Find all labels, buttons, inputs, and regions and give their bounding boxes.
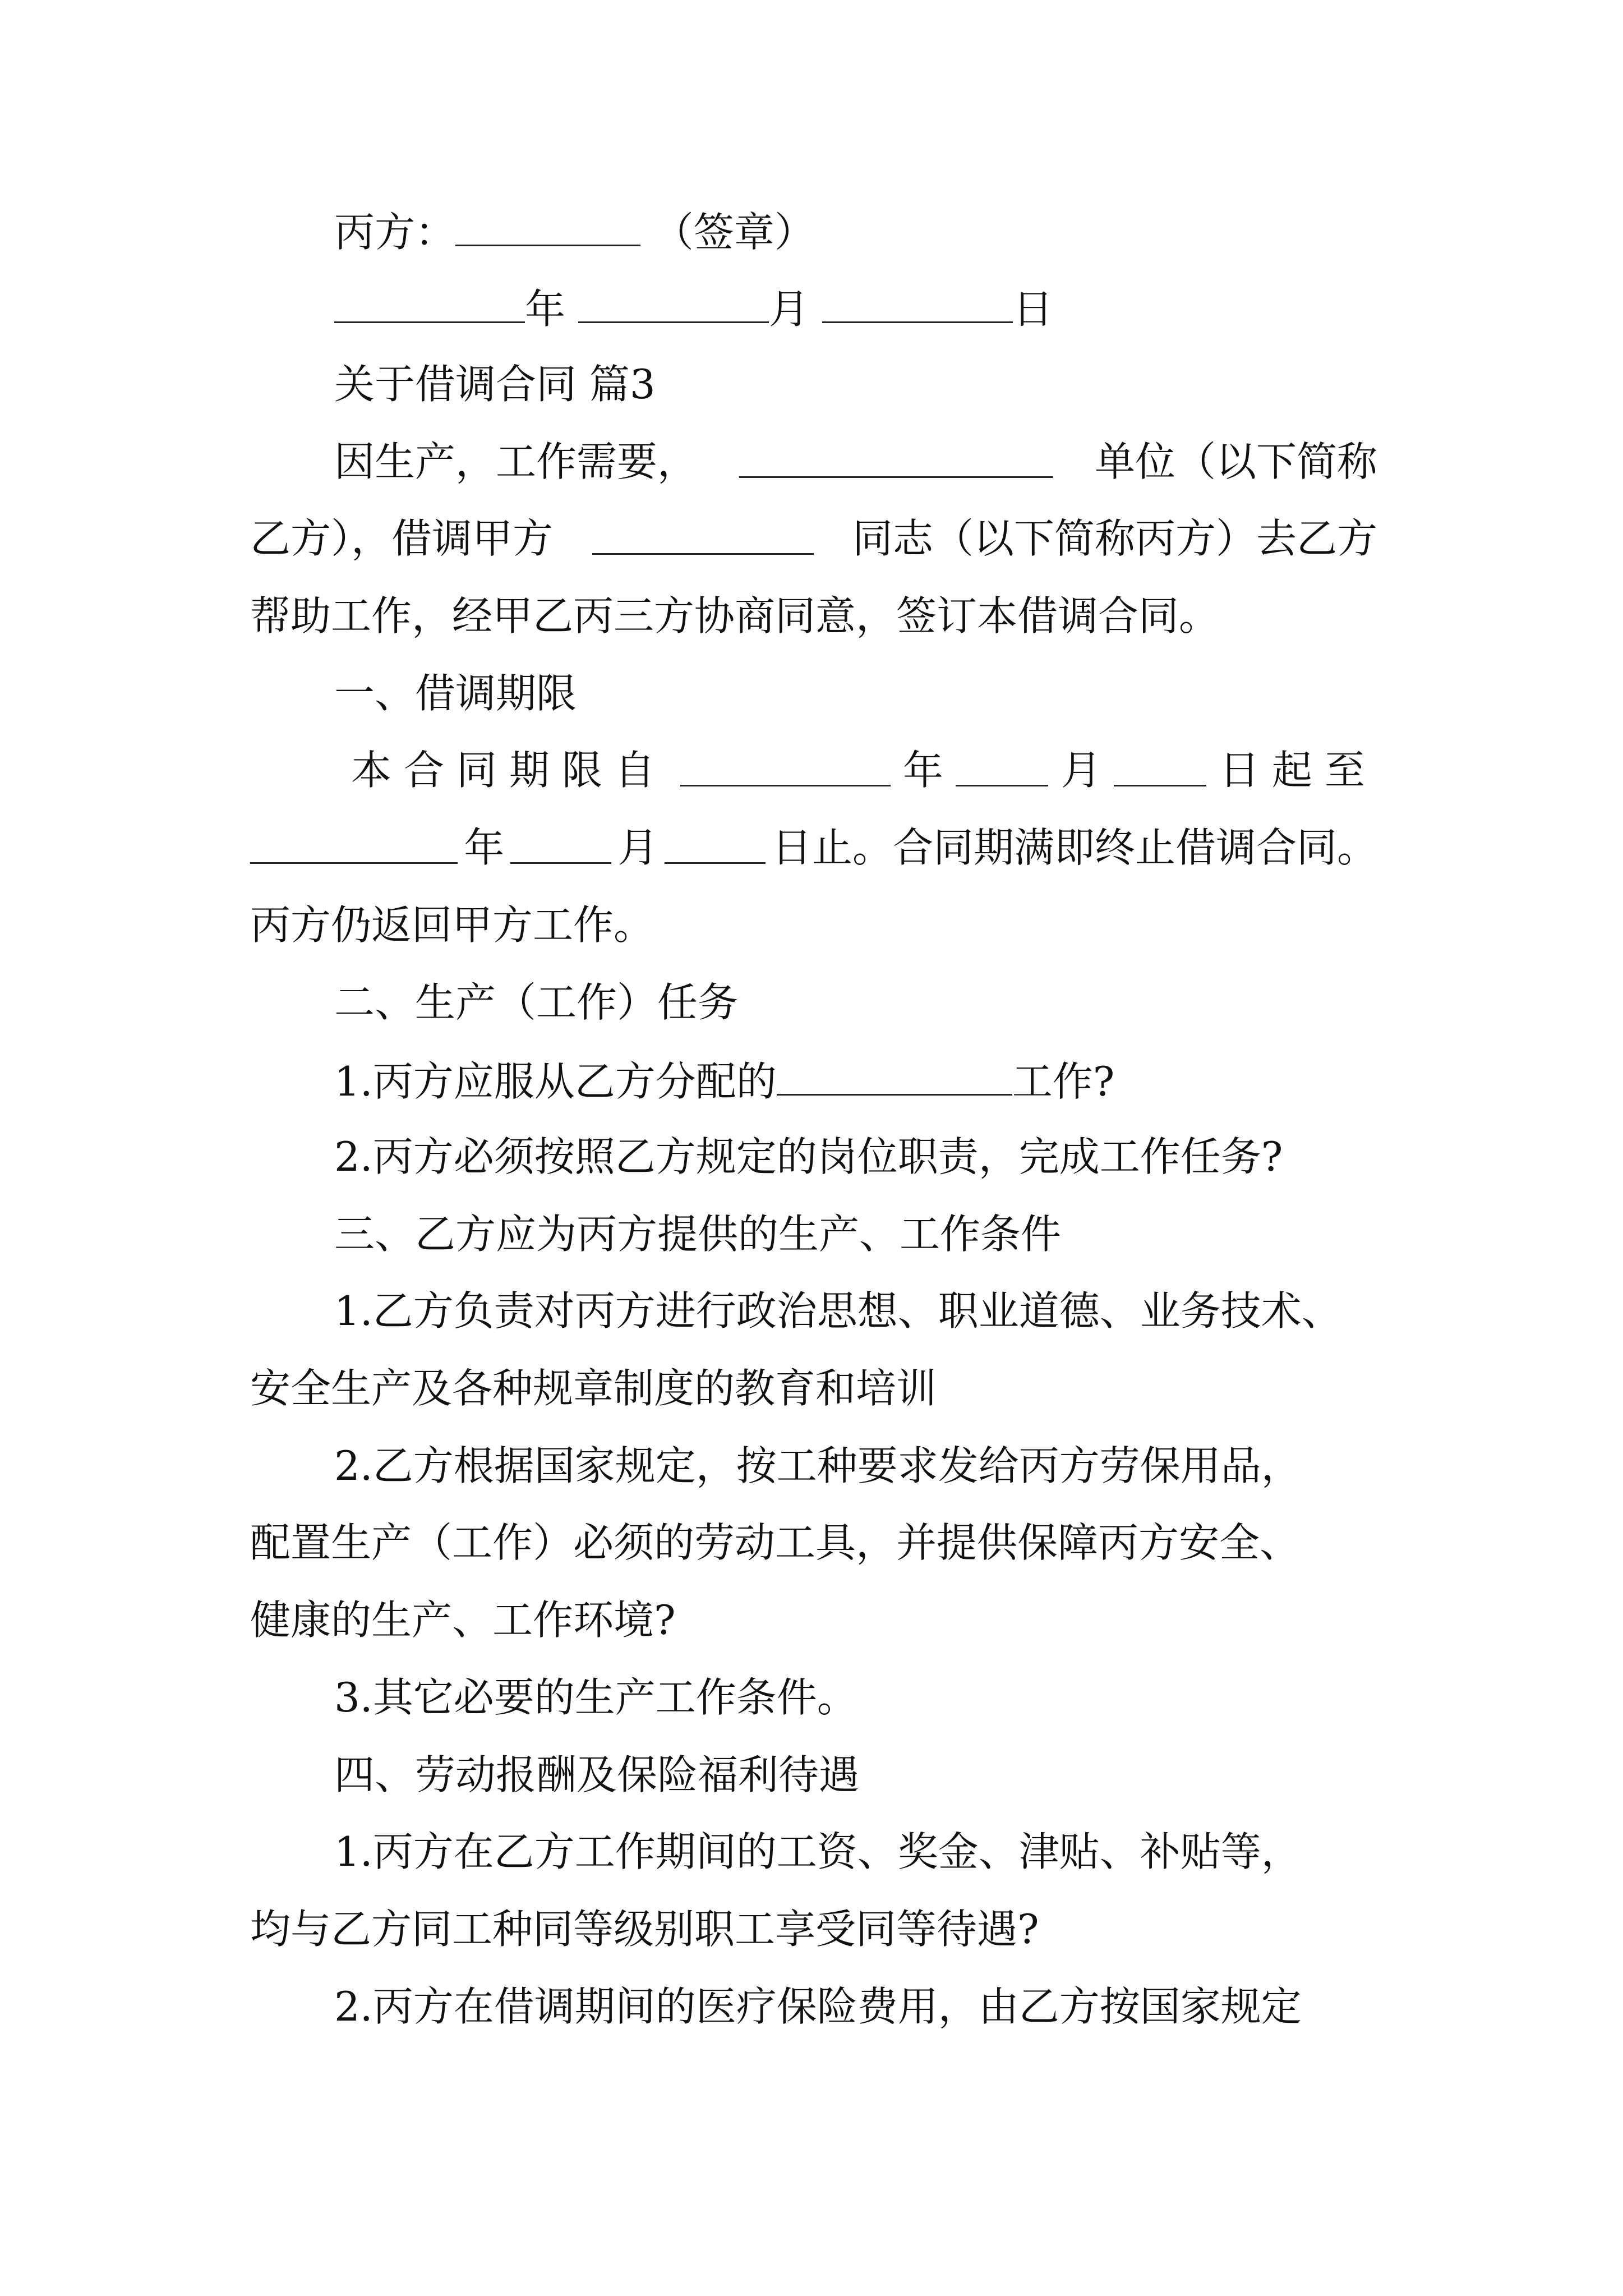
paragraph-line: 安全生产及各种规章制度的教育和培训 (250, 1365, 937, 1412)
paragraph-line: 配置生产（工作）必须的劳动工具，并提供保障丙方安全、 (250, 1519, 1301, 1566)
text-segment: 年 (464, 824, 505, 871)
paragraph-line: 2.乙方根据国家规定，按工种要求发给丙方劳保用品， (334, 1442, 1302, 1489)
paragraph-line: 1.乙方负责对丙方进行政治思想、职业道德、业务技术、 (334, 1287, 1342, 1335)
paragraph-line (250, 820, 1377, 876)
unit-blank[interactable] (739, 434, 1053, 478)
paragraph-line: 帮助工作，经甲乙丙三方协商同意，签订本借调合同。 (250, 592, 1220, 639)
text-segment: 日止。合同期满即终止借调合同。 (771, 824, 1377, 871)
end-year-blank[interactable] (250, 820, 458, 864)
text-segment: 乙方），借调甲方 (250, 515, 554, 562)
start-year-blank[interactable] (680, 742, 891, 786)
comrade-blank[interactable] (592, 510, 814, 555)
start-day-blank[interactable] (1114, 742, 1206, 786)
paragraph-line (250, 434, 1377, 490)
text-segment: 因生产，工作需要， (334, 438, 698, 485)
end-month-blank[interactable] (510, 820, 611, 864)
text-segment: 1.丙方应服从乙方分配的 (334, 1058, 777, 1105)
text-segment: 月 (1061, 747, 1101, 794)
paragraph-line (250, 510, 1377, 567)
month-blank[interactable] (578, 279, 769, 323)
text-segment: 单位（以下简称 (1094, 438, 1377, 485)
month-label: 月 (768, 286, 809, 333)
date-line (250, 279, 1377, 335)
heading-compensation: 四、劳动报酬及保险福利待遇 (334, 1751, 860, 1798)
assigned-work-blank[interactable] (777, 1051, 1012, 1096)
text-segment: 月 (617, 824, 658, 871)
paragraph-line (250, 1051, 1377, 1107)
paragraph-line: 3.其它必要的生产工作条件。 (334, 1674, 857, 1721)
paragraph-line: 1.丙方在乙方工作期间的工资、奖金、津贴、补贴等， (334, 1828, 1302, 1875)
paragraph-line: 均与乙方同工种同等级别职工享受同等待遇? (250, 1906, 1039, 1953)
party-c-label: 丙方： (334, 209, 456, 256)
text-segment: 年 (902, 747, 943, 794)
text-segment: 工作? (1012, 1058, 1115, 1105)
day-label: 日 (1012, 286, 1053, 333)
signature-blank[interactable] (455, 202, 640, 246)
text-segment: 同志（以下简称丙方）去乙方 (852, 515, 1377, 562)
year-blank[interactable] (334, 279, 525, 323)
day-blank[interactable] (822, 279, 1013, 323)
text-segment: 本合同期限自 (351, 747, 668, 794)
year-label: 年 (525, 286, 566, 333)
heading-tasks: 二、生产（工作）任务 (334, 979, 739, 1026)
paragraph-line: 健康的生产、工作环境? (250, 1596, 676, 1644)
text-segment: 日起至 (1219, 747, 1377, 794)
heading-term: 一、借调期限 (334, 670, 577, 717)
heading-conditions: 三、乙方应为丙方提供的生产、工作条件 (334, 1211, 1062, 1258)
signature-line-party-c (250, 202, 1377, 258)
section-title: 关于借调合同 篇3 (334, 361, 656, 408)
paragraph-line: 丙方仍返回甲方工作。 (250, 901, 654, 949)
seal-label: （签章） (653, 209, 815, 256)
paragraph-line: 2.丙方必须按照乙方规定的岗位职责，完成工作任务? (334, 1133, 1283, 1180)
paragraph-line: 2.丙方在借调期间的医疗保险费用，由乙方按国家规定 (334, 1983, 1302, 2030)
start-month-blank[interactable] (956, 742, 1048, 786)
paragraph-line (250, 742, 1377, 798)
end-day-blank[interactable] (665, 820, 766, 864)
